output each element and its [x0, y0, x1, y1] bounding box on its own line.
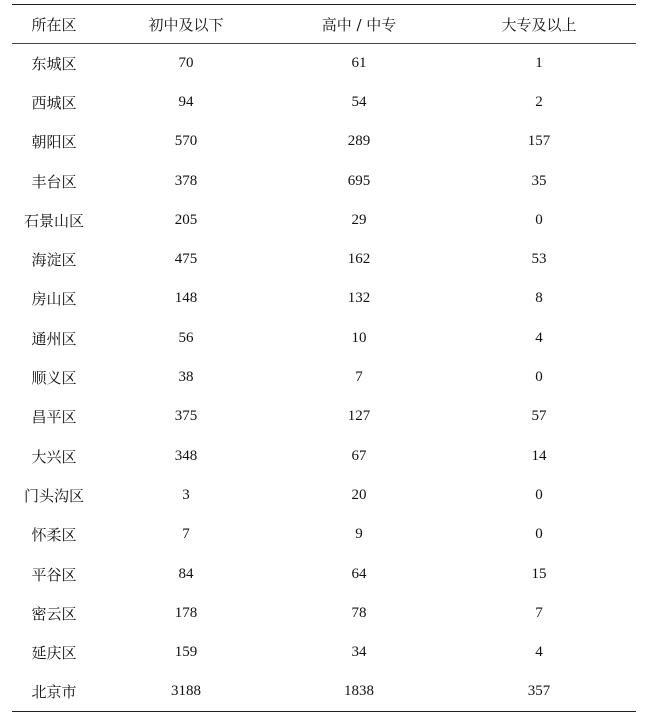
cell-junior-high-or-below: 38	[178, 369, 194, 386]
cell-district: 丰台区	[31, 172, 77, 191]
table-row	[12, 436, 636, 475]
cell-college-or-above: 4	[535, 329, 543, 346]
cell-college-or-above: 53	[531, 251, 547, 268]
cell-district: 平谷区	[31, 565, 77, 584]
cell-college-or-above: 1	[535, 54, 543, 71]
cell-senior-high-or-vocational: 127	[347, 408, 371, 425]
table-row	[12, 122, 636, 161]
cell-junior-high-or-below: 148	[174, 290, 198, 307]
cell-senior-high-or-vocational: 61	[351, 54, 367, 71]
header-row	[12, 5, 636, 44]
cell-senior-high-or-vocational: 29	[351, 211, 367, 228]
cell-junior-high-or-below: 84	[178, 565, 194, 582]
cell-senior-high-or-vocational: 162	[347, 251, 371, 268]
cell-junior-high-or-below: 375	[174, 408, 198, 425]
cell-college-or-above: 0	[535, 369, 543, 386]
cell-college-or-above: 0	[535, 486, 543, 503]
cell-college-or-above: 35	[531, 172, 547, 189]
cell-junior-high-or-below: 56	[178, 329, 194, 346]
cell-district: 石景山区	[23, 211, 84, 230]
table-row	[12, 633, 636, 672]
cell-junior-high-or-below: 94	[178, 93, 194, 110]
cell-senior-high-or-vocational: 34	[351, 644, 367, 661]
cell-district: 东城区	[31, 54, 77, 73]
cell-district: 海淀区	[31, 251, 77, 270]
cell-junior-high-or-below: 3	[182, 486, 190, 503]
cell-junior-high-or-below: 159	[174, 644, 198, 661]
cell-college-or-above: 14	[531, 447, 547, 464]
cell-district: 延庆区	[31, 644, 77, 663]
table-row	[12, 515, 636, 554]
cell-district: 西城区	[31, 93, 77, 112]
table-row	[12, 279, 636, 318]
cell-senior-high-or-vocational: 7	[355, 369, 363, 386]
cell-college-or-above: 2	[535, 93, 543, 110]
cell-district: 房山区	[31, 290, 77, 309]
header-district: 所在区	[12, 5, 96, 44]
cell-district: 怀柔区	[31, 526, 77, 545]
cell-junior-high-or-below: 570	[174, 133, 198, 150]
table-body	[12, 44, 636, 712]
cell-senior-high-or-vocational: 64	[351, 565, 367, 582]
table-row	[12, 397, 636, 436]
cell-senior-high-or-vocational: 78	[351, 604, 367, 621]
table-row	[12, 554, 636, 593]
cell-senior-high-or-vocational: 289	[347, 133, 371, 150]
table-row	[12, 319, 636, 358]
cell-college-or-above: 15	[531, 565, 547, 582]
cell-district: 门头沟区	[23, 486, 84, 505]
cell-district: 通州区	[31, 329, 77, 348]
table-header	[12, 5, 636, 44]
cell-college-or-above: 157	[527, 133, 551, 150]
cell-college-or-above: 7	[535, 604, 543, 621]
table-row	[12, 161, 636, 200]
cell-senior-high-or-vocational: 67	[351, 447, 367, 464]
cell-junior-high-or-below: 475	[174, 251, 198, 268]
cell-college-or-above: 357	[442, 672, 636, 711]
cell-district: 密云区	[31, 604, 77, 623]
cell-senior-high-or-vocational: 20	[351, 486, 367, 503]
cell-junior-high-or-below: 3188	[96, 672, 276, 711]
cell-senior-high-or-vocational: 132	[347, 290, 371, 307]
cell-junior-high-or-below: 178	[174, 604, 198, 621]
table-row	[12, 240, 636, 279]
cell-junior-high-or-below: 378	[174, 172, 198, 189]
cell-senior-high-or-vocational: 10	[351, 329, 367, 346]
cell-senior-high-or-vocational: 9	[355, 526, 363, 543]
header-senior-high-or-vocational: 高中 / 中专	[276, 5, 442, 44]
cell-district: 顺义区	[31, 369, 77, 388]
cell-senior-high-or-vocational: 54	[351, 93, 367, 110]
table-row	[12, 201, 636, 240]
cell-junior-high-or-below: 348	[174, 447, 198, 464]
table-row	[12, 476, 636, 515]
cell-district: 北京市	[12, 672, 96, 711]
cell-district: 朝阳区	[31, 133, 77, 152]
table-row	[12, 83, 636, 122]
table-row-total	[12, 672, 636, 711]
header-college-or-above: 大专及以上	[442, 5, 636, 44]
table-row	[12, 44, 636, 83]
cell-district: 大兴区	[31, 447, 77, 466]
cell-junior-high-or-below: 70	[178, 54, 194, 71]
table-row	[12, 594, 636, 633]
cell-college-or-above: 8	[535, 290, 543, 307]
header-junior-high-or-below: 初中及以下	[96, 5, 276, 44]
cell-college-or-above: 0	[535, 526, 543, 543]
education-by-district-table	[12, 4, 636, 712]
cell-college-or-above: 57	[531, 408, 547, 425]
cell-college-or-above: 0	[535, 211, 543, 228]
table-row	[12, 358, 636, 397]
cell-junior-high-or-below: 205	[174, 211, 198, 228]
cell-junior-high-or-below: 7	[182, 526, 190, 543]
cell-college-or-above: 4	[535, 644, 543, 661]
cell-district: 昌平区	[31, 408, 77, 427]
cell-senior-high-or-vocational: 1838	[276, 672, 442, 711]
cell-senior-high-or-vocational: 695	[347, 172, 371, 189]
